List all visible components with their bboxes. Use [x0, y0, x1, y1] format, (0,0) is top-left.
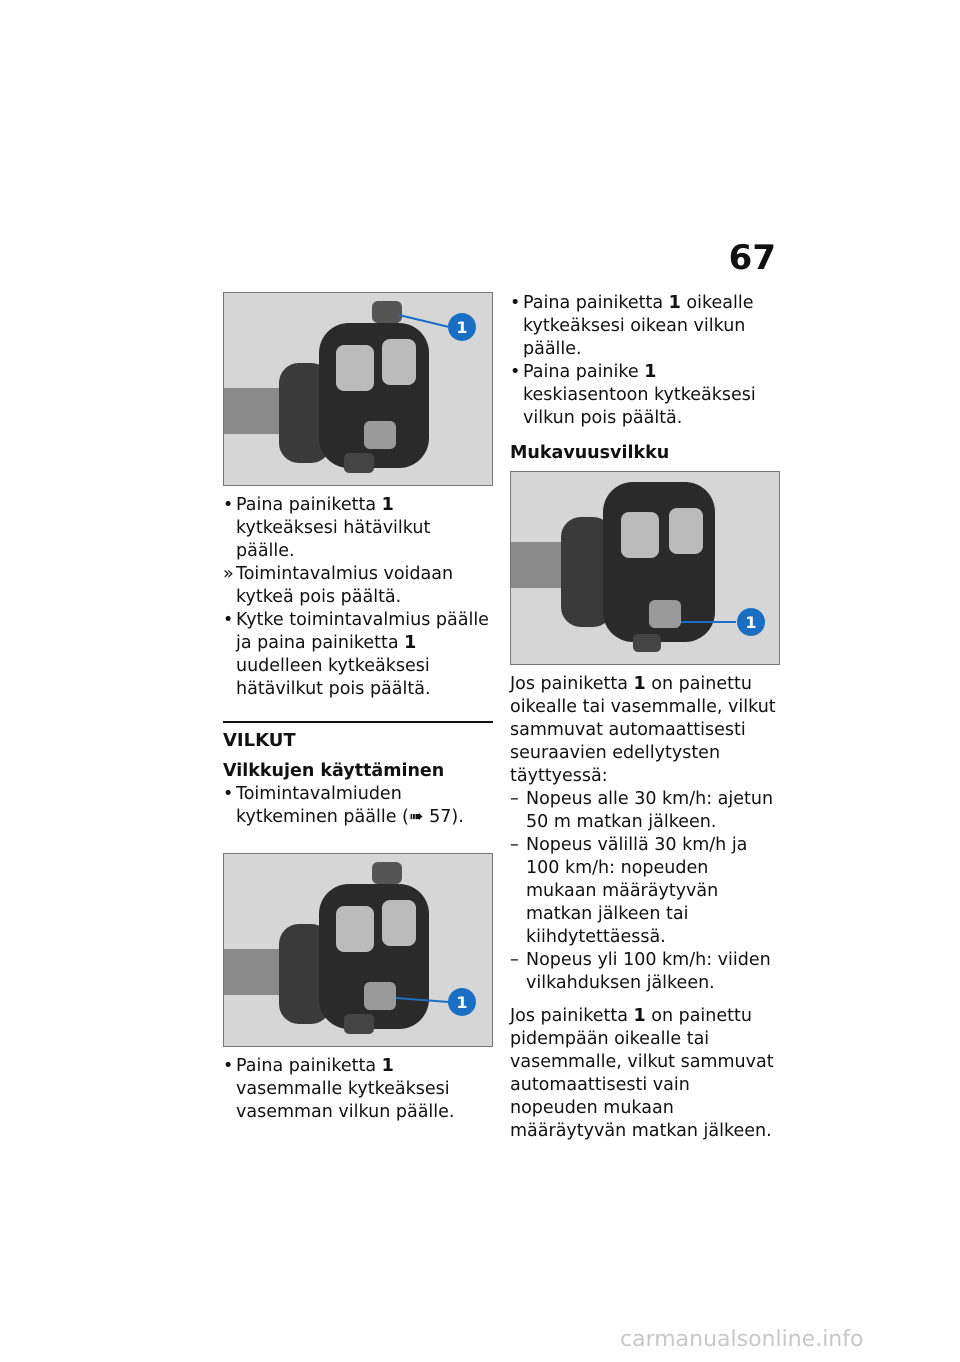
section-title: VILKUT — [223, 721, 493, 752]
callout-label: 1 — [745, 613, 757, 632]
instruction-step: • Paina painiketta 1 kytkeäksesi hätävilkut päälle. — [223, 495, 431, 561]
page-ref-arrow-icon: ➠ — [408, 807, 424, 827]
page-number: 67 — [728, 238, 776, 278]
condition-item: – Nopeus yli 100 km/h: viiden vilkahduksen jälkeen. — [510, 950, 771, 993]
watermark: carmanualsonline.info — [620, 1327, 864, 1352]
callout-label: 1 — [456, 318, 468, 337]
bullet-icon: • — [223, 784, 234, 804]
bullet-icon: • — [223, 610, 234, 630]
instruction-step: • Paina painike 1 keskiasentoon kytkeäksesi vilkun pois päältä. — [510, 362, 756, 428]
page-ref[interactable]: 57 — [429, 807, 452, 827]
callout-label: 1 — [456, 993, 468, 1012]
bullet-icon: • — [510, 293, 521, 313]
figure-comfort-turn — [510, 471, 780, 665]
instruction-step: • Kytke toimintavalmius päälle ja paina painiketta 1 uudelleen kytkeäksesi hätävilkut pois päältä. — [223, 610, 489, 699]
dash-icon: – — [510, 789, 519, 809]
bullet-icon: • — [510, 362, 521, 382]
bullet-icon: • — [223, 495, 234, 515]
subsection-title: Mukavuusvilkku — [510, 443, 670, 463]
paragraph: Jos painiketta 1 on painettu oikealle tai vasemmalle, vilkut sammuvat automaattisesti seuraavien edellytysten täyttyessä: — [510, 674, 776, 786]
result-step: » Toimintavalmius voidaan kytkeä pois päältä. — [223, 564, 454, 607]
right-column — [510, 292, 780, 1143]
result-arrow-icon: » — [223, 564, 234, 584]
condition-item: – Nopeus alle 30 km/h: ajetun 50 m matkan jälkeen. — [510, 789, 774, 832]
instruction-step: • Paina painiketta 1 vasemmalle kytkeäksesi vasemman vilkun päälle. — [223, 1056, 455, 1122]
bullet-icon: • — [223, 1056, 234, 1076]
left-column — [223, 292, 493, 1124]
paragraph: Jos painiketta 1 on painettu pidempään oikealle tai vasemmalle, vilkut sammuvat automaattisesti vain nopeuden mukaan määräytyvän matkan jälkeen. — [510, 1006, 774, 1141]
dash-icon: – — [510, 950, 519, 970]
figure-hazard-switch — [223, 292, 493, 486]
dash-icon: – — [510, 835, 519, 855]
subsection-title: Vilkkujen käyttäminen — [223, 761, 445, 781]
condition-item: – Nopeus välillä 30 km/h ja 100 km/h: nopeuden mukaan määräytyvän matkan jälkeen tai kiihdytettäessä. — [510, 835, 748, 947]
instruction-step: • Paina painiketta 1 oikealle kytkeäksesi oikean vilkun päälle. — [510, 293, 754, 359]
instruction-step: • Toimintavalmiuden kytkeminen päälle (➠ 57). — [223, 784, 464, 827]
figure-left-turn — [223, 853, 493, 1047]
